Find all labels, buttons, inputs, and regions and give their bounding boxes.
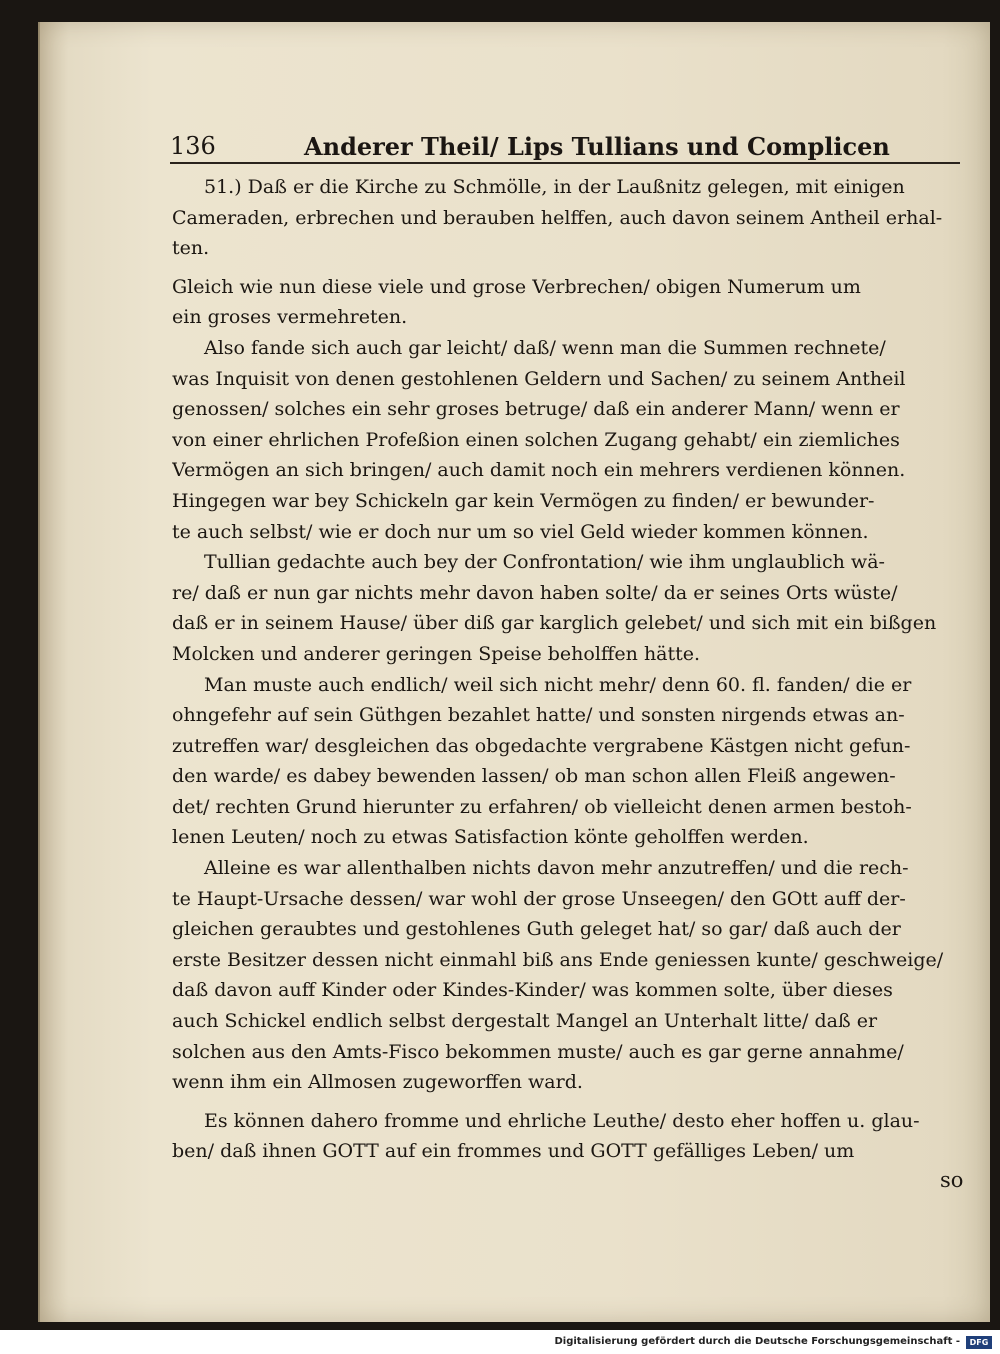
- body-text: [172, 172, 967, 1167]
- text-line: te auch selbst/ wie er doch nur um so viel Geld wieder kommen können.: [172, 520, 869, 543]
- text-line: daß er in seinem Hause/ über diß gar karglich gelebet/ und sich mit ein bißgen: [172, 612, 937, 635]
- text-line: 51.) Daß er die Kirche zu Schmölle, in der Laußnitz gelegen, mit einigen: [204, 176, 905, 198]
- catchword: so: [940, 1168, 964, 1192]
- text-line: re/ daß er nun gar nichts mehr davon haben solte/ da er seines Orts wüste/: [172, 581, 898, 604]
- text-line: ben/ daß ihnen GOTT auf ein frommes und GOTT gefälliges Leben/ um: [172, 1140, 855, 1163]
- text-line: daß davon auff Kinder oder Kindes-Kinder/ was kommen solte, über dieses: [172, 979, 893, 1002]
- text-line: ohngefehr auf sein Güthgen bezahlet hatte/ und sonsten nirgends etwas an-: [172, 704, 905, 727]
- text-line: ein groses vermehreten.: [172, 306, 408, 329]
- text-line: Hingegen war bey Schickeln gar kein Vermögen zu finden/ er bewunder-: [172, 489, 875, 512]
- page-number: 136: [170, 132, 216, 160]
- footer: [0, 1334, 1000, 1354]
- dfg-logo: DFG: [966, 1336, 992, 1349]
- text-line: Alleine es war allenthalben nichts davon mehr anzutreffen/ und die rech-: [204, 857, 909, 880]
- text-line: Gleich wie nun diese viele und grose Verbrechen/ obigen Numerum um: [172, 275, 861, 298]
- text-line: te Haupt-Ursache dessen/ war wohl der grose Unseegen/ den GOtt auff der-: [172, 887, 906, 910]
- text-line: Molcken und anderer geringen Speise beholffen hätte.: [172, 642, 701, 665]
- text-line: lenen Leuten/ noch zu etwas Satisfaction könte geholffen werden.: [172, 826, 809, 849]
- text-line: det/ rechten Grund hierunter zu erfahren/ ob vielleicht denen armen bestoh-: [172, 795, 912, 818]
- text-line: zutreffen war/ desgleichen das obgedachte vergrabene Kästgen nicht gefun-: [172, 734, 911, 757]
- text-line: von einer ehrlichen Profeßion einen solchen Zugang gehabt/ ein ziemliches: [172, 428, 900, 451]
- text-line: auch Schickel endlich selbst dergestalt Mangel an Unterhalt litte/ daß er: [172, 1010, 878, 1033]
- text-line: was Inquisit von denen gestohlenen Geldern und Sachen/ zu seinem Antheil: [172, 367, 906, 390]
- text-line: ten.: [172, 237, 210, 260]
- text-line: solchen aus den Amts-Fisco bekommen muste/ auch es gar gerne annahme/: [172, 1040, 904, 1063]
- text-line: Vermögen an sich bringen/ auch damit noch ein mehrers verdienen können.: [172, 459, 906, 482]
- text-line: Also fande sich auch gar leicht/ daß/ wenn man die Summen rechnete/: [204, 336, 886, 359]
- text-line: gleichen geraubtes und gestohlenes Guth geleget hat/ so gar/ daß auch der: [172, 918, 901, 941]
- text-line: Es können dahero fromme und ehrliche Leuthe/ desto eher hoffen u. glau-: [204, 1109, 920, 1132]
- text-line: Tullian gedachte auch bey der Confrontation/ wie ihm unglaublich wä-: [204, 551, 885, 574]
- text-line: erste Besitzer dessen nicht einmahl biß ans Ende geniessen kunte/ geschweige/: [172, 948, 944, 971]
- paragraph-5: [172, 670, 967, 854]
- page-header-title: Anderer Theil/ Lips Tullians und Complicen: [304, 132, 890, 161]
- header-rule: [170, 162, 960, 164]
- text-line: Man muste auch endlich/ weil sich nicht mehr/ denn 60. fl. fanden/ die er: [204, 673, 912, 696]
- text-line: genossen/ solches ein sehr groses betruge/ daß ein anderer Mann/ wenn er: [172, 398, 900, 421]
- paragraph-1: [172, 172, 967, 264]
- text-line: wenn ihm ein Allmosen zugeworffen ward.: [172, 1071, 583, 1094]
- paragraph-3: [172, 333, 967, 547]
- text-line: den warde/ es dabey bewenden lassen/ ob man schon allen Fleiß angewen-: [172, 765, 896, 788]
- digitization-credit: Digitalisierung gefördert durch die Deutsche Forschungsgemeinschaft -: [554, 1336, 960, 1347]
- paragraph-4: [172, 547, 967, 669]
- text-line: Cameraden, erbrechen und berauben helffen, auch davon seinem Antheil erhal-: [172, 206, 943, 229]
- paragraph-2: [172, 272, 967, 333]
- paragraph-6: [172, 853, 967, 1098]
- paragraph-7: [172, 1106, 967, 1167]
